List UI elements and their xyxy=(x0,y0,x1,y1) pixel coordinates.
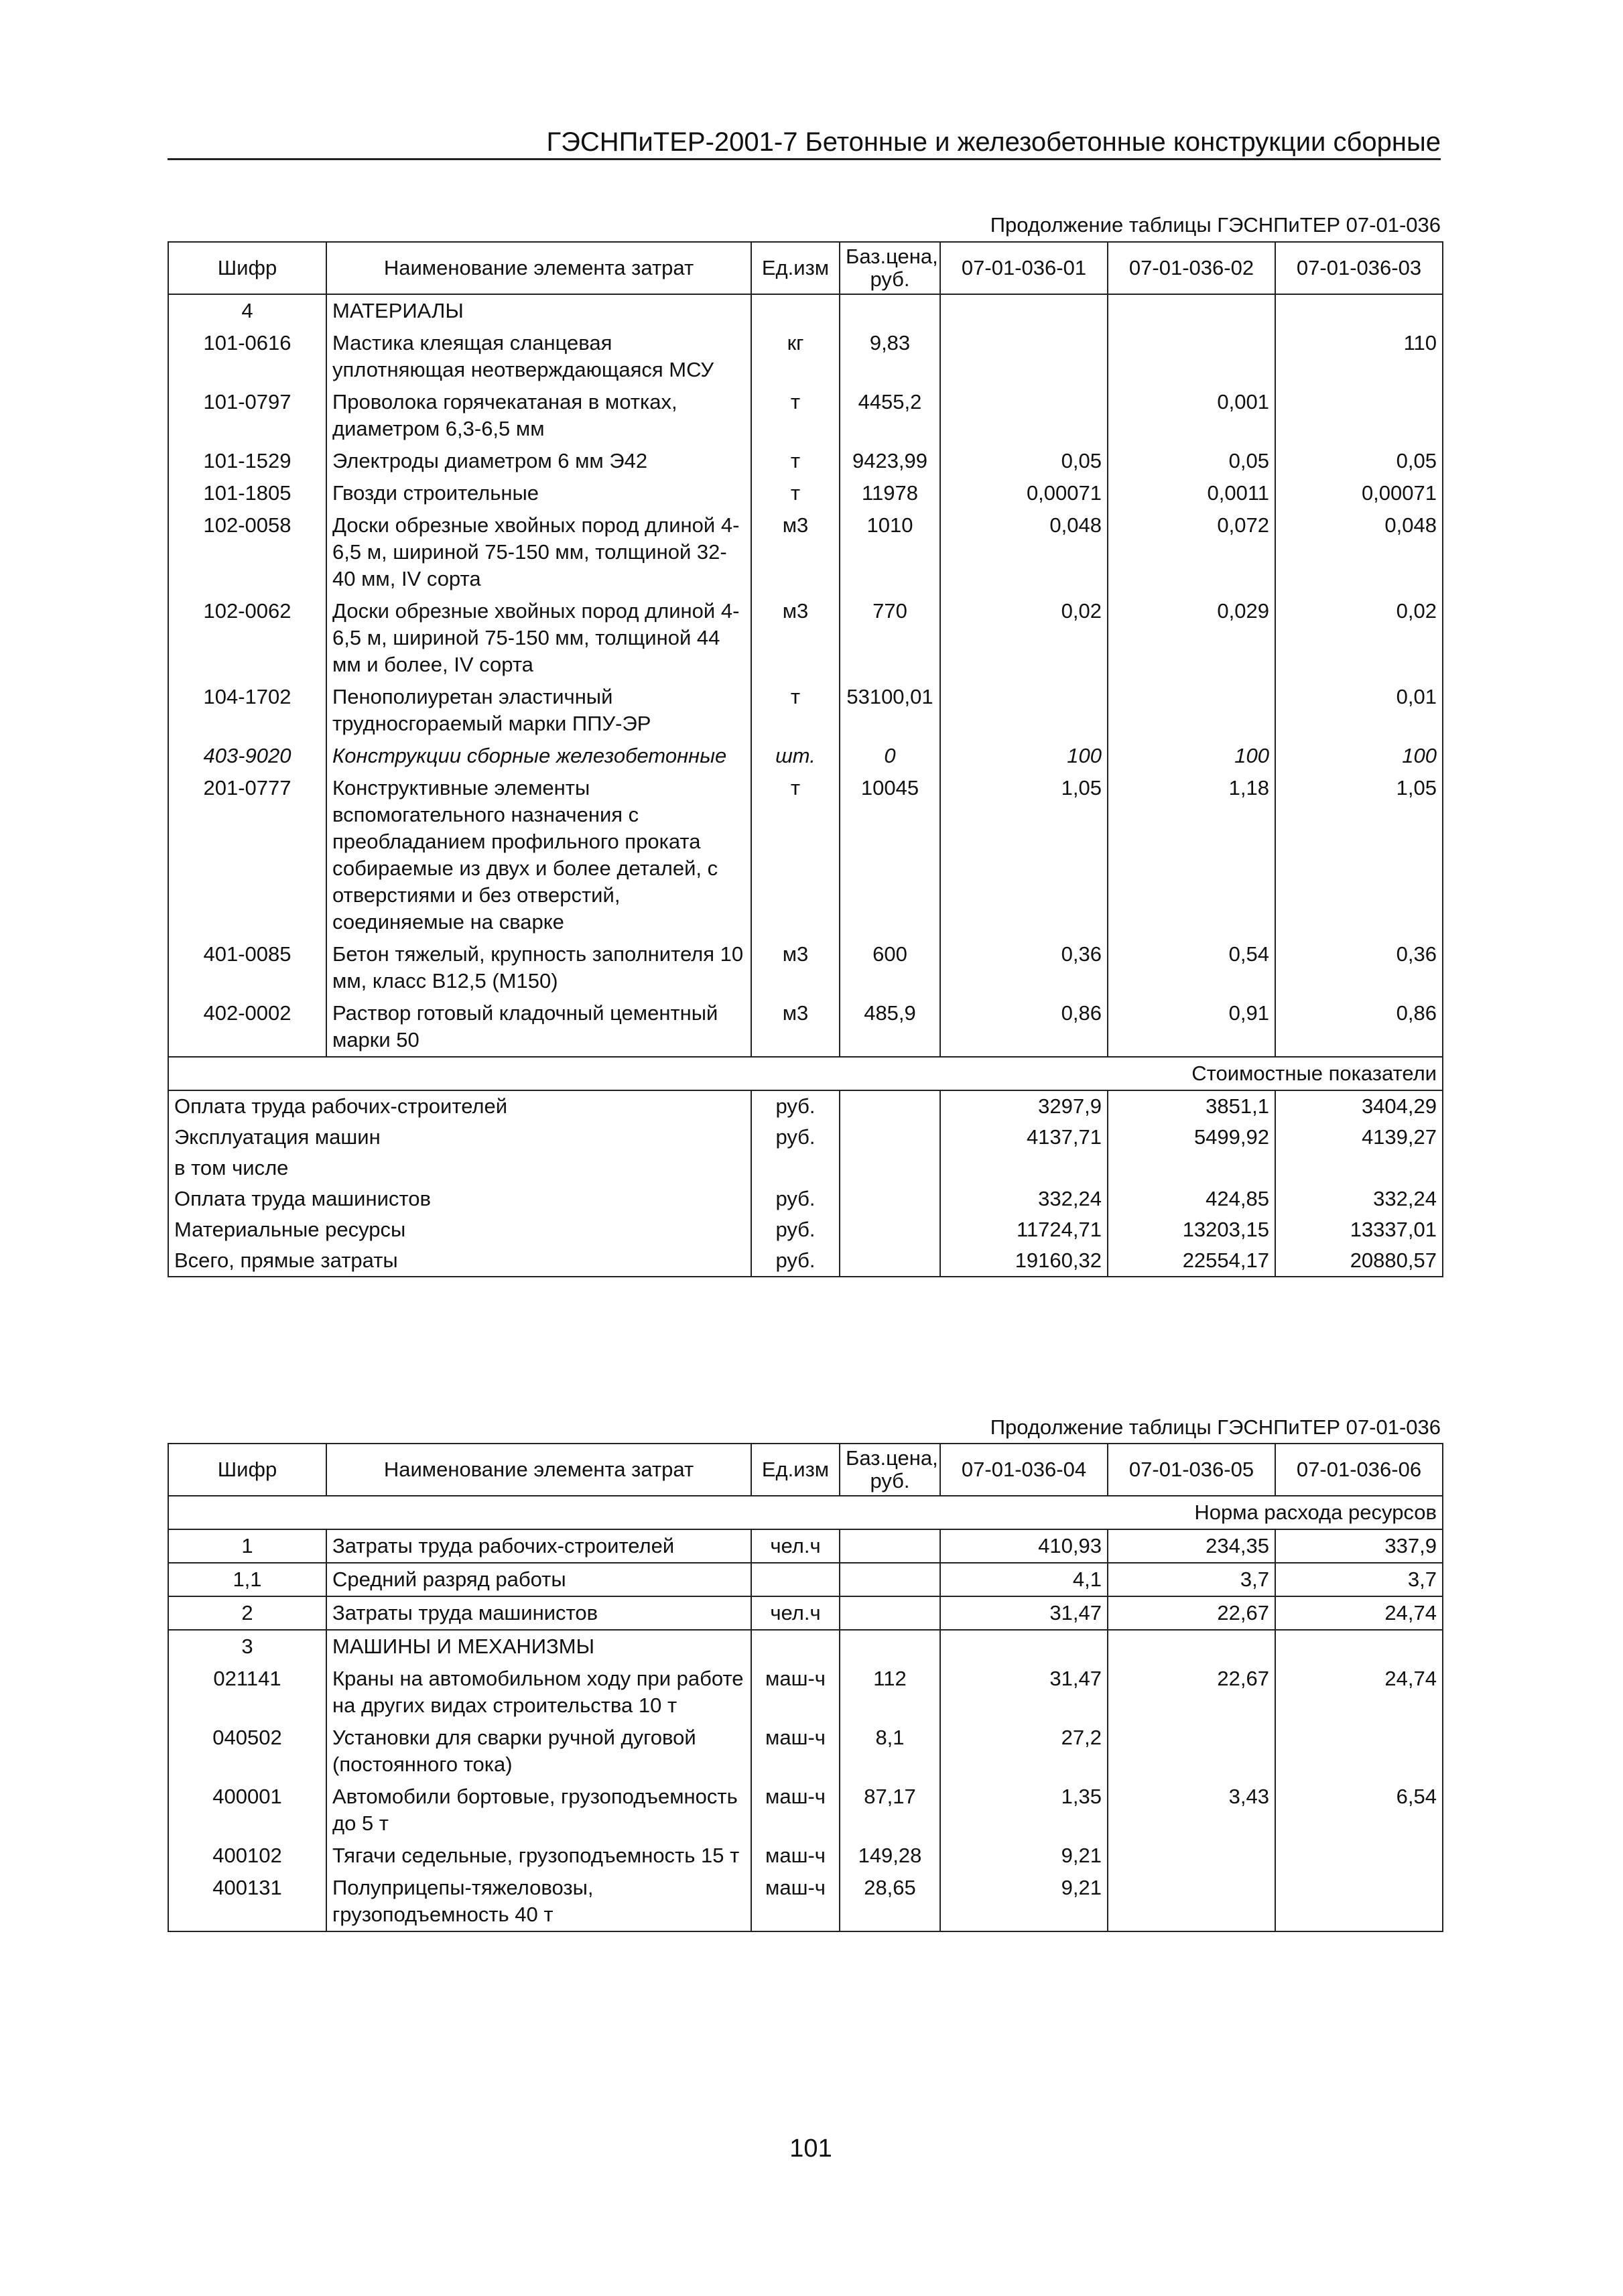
row-name: Затраты труда машинистов xyxy=(326,1596,751,1630)
column-header: 07-01-036-06 xyxy=(1275,1444,1443,1496)
summary-value-1: 11724,71 xyxy=(940,1214,1108,1245)
row-code: 102-0062 xyxy=(168,595,326,681)
row-price: 0 xyxy=(840,740,940,772)
table-row xyxy=(168,445,1443,477)
row-name: Пенополиуретан эластичный трудносгораемый марки ППУ-ЭР xyxy=(326,681,751,740)
table-row xyxy=(168,386,1443,445)
row-name: Конструктивные элементы вспомогательного назначения с преобладанием профильного проката собираемые из двух и более деталей, с отверстиями и без отверстий, соединяемые на сварке xyxy=(326,772,751,938)
row-value-3: 24,74 xyxy=(1275,1663,1443,1722)
table2 xyxy=(168,1443,1443,1932)
row-code: 104-1702 xyxy=(168,681,326,740)
norm-label-row xyxy=(168,1496,1443,1529)
row-code: 101-0616 xyxy=(168,327,326,386)
row-value-1 xyxy=(940,386,1108,445)
row-value-1: 9,21 xyxy=(940,1872,1108,1931)
summary-value-3: 13337,01 xyxy=(1275,1214,1443,1245)
section-name: МАТЕРИАЛЫ xyxy=(326,294,751,327)
row-value-2 xyxy=(1108,327,1275,386)
table-row xyxy=(168,740,1443,772)
row-value-3: 0,05 xyxy=(1275,445,1443,477)
row-value-2 xyxy=(1108,681,1275,740)
labor-row xyxy=(168,1563,1443,1596)
row-unit: кг xyxy=(751,327,840,386)
summary-value-1: 332,24 xyxy=(940,1184,1108,1214)
summary-value-1: 19160,32 xyxy=(940,1245,1108,1277)
row-price: 112 xyxy=(840,1663,940,1722)
summary-value-1: 4137,71 xyxy=(940,1122,1108,1153)
row-code: 102-0058 xyxy=(168,509,326,595)
row-value-1: 0,05 xyxy=(940,445,1108,477)
row-code: 2 xyxy=(168,1596,326,1630)
section-code: 3 xyxy=(168,1630,326,1663)
row-name: Проволока горячекатаная в мотках, диаметром 6,3-6,5 мм xyxy=(326,386,751,445)
column-header: Ед.изм xyxy=(751,242,840,294)
row-price: 10045 xyxy=(840,772,940,938)
row-unit: м3 xyxy=(751,997,840,1057)
row-price xyxy=(840,1596,940,1630)
row-name: Краны на автомобильном ходу при работе на других видах строительства 10 т xyxy=(326,1663,751,1722)
row-value-2: 3,7 xyxy=(1108,1563,1275,1596)
row-value-1: 100 xyxy=(940,740,1108,772)
row-value-3: 110 xyxy=(1275,327,1443,386)
row-price: 11978 xyxy=(840,477,940,509)
row-code: 401-0085 xyxy=(168,938,326,997)
column-header: 07-01-036-04 xyxy=(940,1444,1108,1496)
column-header: 07-01-036-05 xyxy=(1108,1444,1275,1496)
row-value-2: 234,35 xyxy=(1108,1529,1275,1563)
table-row xyxy=(168,681,1443,740)
summary-value-2: 3851,1 xyxy=(1108,1090,1275,1122)
summary-name: в том числе xyxy=(168,1153,751,1184)
row-name: Тягачи седельные, грузоподъемность 15 т xyxy=(326,1840,751,1872)
row-value-3: 0,048 xyxy=(1275,509,1443,595)
summary-name: Оплата труда машинистов xyxy=(168,1184,751,1214)
row-price: 1010 xyxy=(840,509,940,595)
cost-indicators-row xyxy=(168,1057,1443,1090)
row-unit: т xyxy=(751,772,840,938)
row-unit: чел.ч xyxy=(751,1596,840,1630)
table-row xyxy=(168,509,1443,595)
row-value-2: 100 xyxy=(1108,740,1275,772)
row-unit: м3 xyxy=(751,938,840,997)
row-value-3: 0,02 xyxy=(1275,595,1443,681)
summary-value-1: 3297,9 xyxy=(940,1090,1108,1122)
row-value-1: 0,86 xyxy=(940,997,1108,1057)
row-unit: м3 xyxy=(751,595,840,681)
row-value-2: 3,43 xyxy=(1108,1781,1275,1840)
row-price: 770 xyxy=(840,595,940,681)
summary-value-2 xyxy=(1108,1153,1275,1184)
row-code: 101-0797 xyxy=(168,386,326,445)
row-value-2: 22,67 xyxy=(1108,1596,1275,1630)
summary-value-1 xyxy=(940,1153,1108,1184)
row-name: Электроды диаметром 6 мм Э42 xyxy=(326,445,751,477)
row-value-3: 3,7 xyxy=(1275,1563,1443,1596)
column-header: Баз.цена, руб. xyxy=(840,242,940,294)
row-name: Полуприцепы-тяжеловозы, грузоподъемность 40 т xyxy=(326,1872,751,1931)
row-unit: шт. xyxy=(751,740,840,772)
summary-row xyxy=(168,1090,1443,1122)
table-row xyxy=(168,1663,1443,1722)
row-code: 021141 xyxy=(168,1663,326,1722)
summary-value-2: 5499,92 xyxy=(1108,1122,1275,1153)
summary-name: Эксплуатация машин xyxy=(168,1122,751,1153)
table-row xyxy=(168,1781,1443,1840)
row-value-3: 6,54 xyxy=(1275,1781,1443,1840)
row-price: 4455,2 xyxy=(840,386,940,445)
row-value-1: 31,47 xyxy=(940,1596,1108,1630)
row-value-2: 1,18 xyxy=(1108,772,1275,938)
row-price: 28,65 xyxy=(840,1872,940,1931)
row-name: Бетон тяжелый, крупность заполнителя 10 мм, класс В12,5 (М150) xyxy=(326,938,751,997)
row-code: 1 xyxy=(168,1529,326,1563)
row-code: 040502 xyxy=(168,1722,326,1781)
column-header: Наименование элемента затрат xyxy=(326,242,751,294)
row-code: 400131 xyxy=(168,1872,326,1931)
row-unit: маш-ч xyxy=(751,1840,840,1872)
row-value-1: 1,35 xyxy=(940,1781,1108,1840)
table1 xyxy=(168,241,1443,1277)
row-unit xyxy=(751,1563,840,1596)
summary-unit: руб. xyxy=(751,1090,840,1122)
row-value-3: 1,05 xyxy=(1275,772,1443,938)
row-code: 402-0002 xyxy=(168,997,326,1057)
summary-row xyxy=(168,1122,1443,1153)
row-unit: т xyxy=(751,445,840,477)
column-header: 07-01-036-02 xyxy=(1108,242,1275,294)
row-value-2 xyxy=(1108,1840,1275,1872)
table-row xyxy=(168,1872,1443,1931)
row-value-2 xyxy=(1108,1722,1275,1781)
row-price: 8,1 xyxy=(840,1722,940,1781)
summary-unit: руб. xyxy=(751,1245,840,1277)
row-price: 600 xyxy=(840,938,940,997)
summary-value-2: 13203,15 xyxy=(1108,1214,1275,1245)
row-value-2: 0,072 xyxy=(1108,509,1275,595)
row-price: 485,9 xyxy=(840,997,940,1057)
row-price: 149,28 xyxy=(840,1840,940,1872)
row-value-1 xyxy=(940,681,1108,740)
row-price: 9,83 xyxy=(840,327,940,386)
row-unit: т xyxy=(751,477,840,509)
row-name: Раствор готовый кладочный цементный марки 50 xyxy=(326,997,751,1057)
row-value-2: 22,67 xyxy=(1108,1663,1275,1722)
row-unit: маш-ч xyxy=(751,1663,840,1722)
column-header: 07-01-036-03 xyxy=(1275,242,1443,294)
table-row xyxy=(168,1840,1443,1872)
row-value-3 xyxy=(1275,386,1443,445)
column-header: 07-01-036-01 xyxy=(940,242,1108,294)
summary-value-2: 424,85 xyxy=(1108,1184,1275,1214)
page-header xyxy=(168,127,1441,160)
summary-value-3: 4139,27 xyxy=(1275,1122,1443,1153)
summary-value-3: 3404,29 xyxy=(1275,1090,1443,1122)
row-value-3: 0,36 xyxy=(1275,938,1443,997)
row-value-2: 0,029 xyxy=(1108,595,1275,681)
row-value-1: 0,048 xyxy=(940,509,1108,595)
row-name: Гвозди строительные xyxy=(326,477,751,509)
row-value-1: 4,1 xyxy=(940,1563,1108,1596)
row-price: 87,17 xyxy=(840,1781,940,1840)
table-row xyxy=(168,595,1443,681)
row-name: Доски обрезные хвойных пород длиной 4-6,5 м, шириной 75-150 мм, толщиной 44 мм и более, IV сорта xyxy=(326,595,751,681)
row-value-3: 0,86 xyxy=(1275,997,1443,1057)
table-row xyxy=(168,938,1443,997)
summary-name: Всего, прямые затраты xyxy=(168,1245,751,1277)
row-value-3: 337,9 xyxy=(1275,1529,1443,1563)
table-row xyxy=(168,772,1443,938)
row-name: Доски обрезные хвойных пород длиной 4-6,5 м, шириной 75-150 мм, толщиной 32-40 мм, IV сорта xyxy=(326,509,751,595)
row-unit: т xyxy=(751,386,840,445)
section-code: 4 xyxy=(168,294,326,327)
row-code: 1,1 xyxy=(168,1563,326,1596)
column-header: Ед.изм xyxy=(751,1444,840,1496)
row-value-1: 410,93 xyxy=(940,1529,1108,1563)
summary-name: Оплата труда рабочих-строителей xyxy=(168,1090,751,1122)
cost-indicators-label: Стоимостные показатели xyxy=(168,1057,1443,1090)
row-value-3: 0,01 xyxy=(1275,681,1443,740)
row-code: 400102 xyxy=(168,1840,326,1872)
row-unit: маш-ч xyxy=(751,1872,840,1931)
section-row xyxy=(168,1630,1443,1663)
section-row xyxy=(168,294,1443,327)
summary-unit: руб. xyxy=(751,1184,840,1214)
row-unit: м3 xyxy=(751,509,840,595)
summary-unit: руб. xyxy=(751,1214,840,1245)
row-name: Конструкции сборные железобетонные xyxy=(326,740,751,772)
summary-value-3: 20880,57 xyxy=(1275,1245,1443,1277)
table1-caption: Продолжение таблицы ГЭСНПиТЕР 07-01-036 xyxy=(990,213,1441,237)
summary-value-3: 332,24 xyxy=(1275,1184,1443,1214)
page-number: 101 xyxy=(789,2134,832,2163)
row-unit: т xyxy=(751,681,840,740)
row-name: Установки для сварки ручной дуговой (постоянного тока) xyxy=(326,1722,751,1781)
row-code: 403-9020 xyxy=(168,740,326,772)
column-header: Шифр xyxy=(168,1444,326,1496)
column-header: Шифр xyxy=(168,242,326,294)
row-value-3: 24,74 xyxy=(1275,1596,1443,1630)
row-name: Мастика клеящая сланцевая уплотняющая неотверждающаяся МСУ xyxy=(326,327,751,386)
row-code: 101-1529 xyxy=(168,445,326,477)
row-value-3: 0,00071 xyxy=(1275,477,1443,509)
summary-value-3 xyxy=(1275,1153,1443,1184)
summary-value-2: 22554,17 xyxy=(1108,1245,1275,1277)
row-value-3 xyxy=(1275,1722,1443,1781)
row-code: 400001 xyxy=(168,1781,326,1840)
summary-row xyxy=(168,1153,1443,1184)
norm-label: Норма расхода ресурсов xyxy=(168,1496,1443,1529)
table-row xyxy=(168,1722,1443,1781)
row-value-2: 0,0011 xyxy=(1108,477,1275,509)
row-name: Средний разряд работы xyxy=(326,1563,751,1596)
table-row xyxy=(168,327,1443,386)
labor-row xyxy=(168,1596,1443,1630)
section-name: МАШИНЫ И МЕХАНИЗМЫ xyxy=(326,1630,751,1663)
table-row xyxy=(168,477,1443,509)
row-value-3 xyxy=(1275,1872,1443,1931)
row-value-2: 0,001 xyxy=(1108,386,1275,445)
row-code: 101-1805 xyxy=(168,477,326,509)
row-price: 9423,99 xyxy=(840,445,940,477)
row-value-1: 27,2 xyxy=(940,1722,1108,1781)
column-header: Баз.цена, руб. xyxy=(840,1444,940,1496)
table1-header-row xyxy=(168,242,1443,294)
row-value-2: 0,05 xyxy=(1108,445,1275,477)
row-name: Автомобили бортовые, грузоподъемность до 5 т xyxy=(326,1781,751,1840)
summary-name: Материальные ресурсы xyxy=(168,1214,751,1245)
row-value-1 xyxy=(940,327,1108,386)
row-value-2: 0,54 xyxy=(1108,938,1275,997)
row-value-1: 0,02 xyxy=(940,595,1108,681)
row-price xyxy=(840,1529,940,1563)
table2-caption: Продолжение таблицы ГЭСНПиТЕР 07-01-036 xyxy=(990,1415,1441,1439)
row-value-2: 0,91 xyxy=(1108,997,1275,1057)
summary-row xyxy=(168,1214,1443,1245)
summary-row xyxy=(168,1184,1443,1214)
row-code: 201-0777 xyxy=(168,772,326,938)
table-row xyxy=(168,997,1443,1057)
row-value-3 xyxy=(1275,1840,1443,1872)
row-value-1: 31,47 xyxy=(940,1663,1108,1722)
labor-row xyxy=(168,1529,1443,1563)
row-name: Затраты труда рабочих-строителей xyxy=(326,1529,751,1563)
row-value-1: 1,05 xyxy=(940,772,1108,938)
table2-header-row xyxy=(168,1444,1443,1496)
row-value-1: 0,36 xyxy=(940,938,1108,997)
row-unit: маш-ч xyxy=(751,1722,840,1781)
summary-unit: руб. xyxy=(751,1122,840,1153)
column-header: Наименование элемента затрат xyxy=(326,1444,751,1496)
row-value-3: 100 xyxy=(1275,740,1443,772)
summary-unit xyxy=(751,1153,840,1184)
row-value-1: 9,21 xyxy=(940,1840,1108,1872)
page-header-title: ГЭСНПиТЕР-2001-7 Бетонные и железобетонные конструкции сборные xyxy=(546,127,1441,157)
row-price xyxy=(840,1563,940,1596)
row-price: 53100,01 xyxy=(840,681,940,740)
row-value-2 xyxy=(1108,1872,1275,1931)
row-unit: чел.ч xyxy=(751,1529,840,1563)
row-value-1: 0,00071 xyxy=(940,477,1108,509)
row-unit: маш-ч xyxy=(751,1781,840,1840)
summary-row xyxy=(168,1245,1443,1277)
